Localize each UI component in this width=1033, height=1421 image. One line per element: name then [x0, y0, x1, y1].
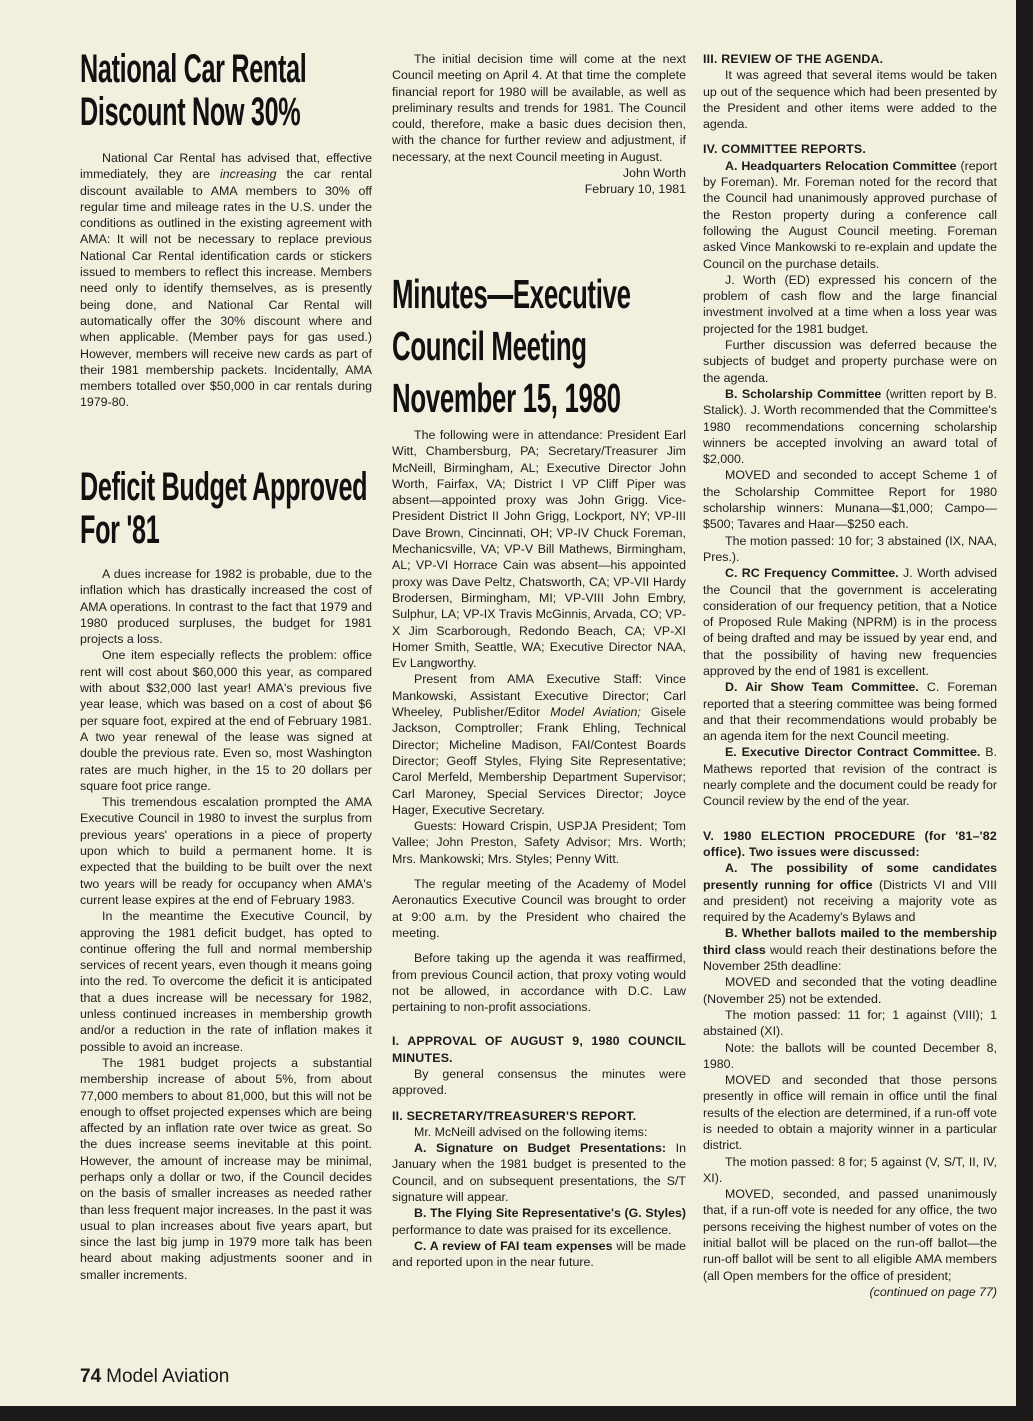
article-body-national-car-rental — [80, 150, 372, 411]
text-run: B. Mathews reported that revision of the contract is nearly complete and the document could be ready for Council review by the end of the year. — [703, 745, 997, 809]
paragraph — [703, 744, 997, 809]
headline-line: Discount Now 30% — [80, 90, 301, 134]
text-run: Note: the ballots will be counted December 8, 1980. — [703, 1040, 997, 1071]
bold-run: B. The Flying Site Representative's (G. Styles) — [414, 1206, 686, 1221]
paragraph — [703, 51, 997, 67]
headline-line: For '81 — [80, 508, 160, 552]
continued-note: (continued on page 77) — [869, 1284, 997, 1299]
italic-run: Model Aviation; — [550, 705, 641, 720]
headline-line: Council Meeting — [392, 323, 587, 369]
bold-run: A. Signature on Budget Presentations: — [414, 1141, 667, 1156]
paragraph — [392, 1238, 686, 1271]
headline-national-car-rental — [80, 48, 439, 134]
paragraph — [392, 1205, 686, 1238]
bold-run: B. Scholarship Committee — [725, 386, 882, 401]
paragraph — [703, 1186, 997, 1284]
paragraph — [80, 150, 372, 411]
paragraph — [703, 1007, 997, 1040]
text-run: MOVED, seconded, and passed unanimously that, if a run-off vote is needed for any office, the two persons receiving the highest number of votes on the initial ballot will be placed on the run-off ballot—the run-off ballot will be sent to all eligible AMA members (all Open members for the office of president; — [703, 1187, 997, 1283]
paragraph — [80, 1055, 372, 1283]
bold-run: D. Air Show Team Committee. — [725, 680, 919, 695]
text-run: (written report by B. Stalick). J. Worth recommended that the Committee's 1980 recommendations concerning scholarship winners be accepted involving an award total of $2,000. — [703, 386, 997, 467]
section-heading: IV. COMMITTEE REPORTS. — [703, 142, 866, 157]
text-run: Further discussion was deferred because the subjects of budget and property purchase were on the agenda. — [703, 338, 997, 385]
paragraph — [703, 158, 997, 272]
page-number: 74 — [80, 1366, 102, 1387]
paragraph — [392, 671, 686, 818]
text-run: (Districts VI and VIII and president) not receiving a majority vote as required by the Academy's Bylaws and — [703, 877, 997, 925]
text-run: Before taking up the agenda it was reaffirmed, from previous Council action, that proxy voting would not be allowed, in accordance with D.C. Law pertaining to non-profit associations. — [392, 951, 686, 1015]
section-heading: II. SECRETARY/TREASURER'S REPORT. — [392, 1108, 637, 1123]
text-run: J. Worth advised the Council that the government is accelerating consideration of our frequency petition, that a Notice of Proposed Rule Making (NPRM) is in the process of being drafted and may be issued by year end, and that the possibility of having new frequencies approved by the end of 1981 is excellent. — [703, 566, 997, 678]
article-body-deficit-budget — [80, 566, 372, 1283]
text-run: (report by Foreman). Mr. Foreman noted for the record that the Council had unanimously approved purchase of the Reston property during a conference call following the August Council meeting. Foreman asked Vince Mankowski to re-explain and update the Council on the purchase details. — [703, 158, 998, 271]
text-run: the car rental discount available to AMA members to 30% off regular time and mileage rates in the U.S. under the conditions as outlined in the existing agreement with AMA: It will not be necessary to replace previous National Car Rental identification cards or stickers issued to members to reflect this increase. Members need only to identify themselves, as is presently being done, and National Car Rental will automatically offer the 30% discount where and when applicable. (Member pays for gas used.) However, members will receive new cards as part of their 1981 membership packets. Incidentally, AMA members totalled over $50,000 in car rentals during 1979-80. — [80, 167, 372, 410]
signature: John Worth — [622, 166, 686, 181]
paragraph — [703, 1072, 997, 1153]
text-run: Guests: Howard Crispin, USPJA President; Tom Vallee; John Preston, Safety Advisor; Mrs. Worth; Mrs. Mankowski; Mrs. Styles; Penny Witt. — [392, 819, 686, 866]
paragraph — [80, 794, 372, 908]
paragraph — [703, 141, 997, 157]
text-run: MOVED and seconded that those persons presently in office will remain in office until the final results of the election are determined, if a run-off vote is needed to obtain a majority winner in a particular district. — [703, 1073, 997, 1153]
text-run: In the meantime the Executive Council, by approving the 1981 deficit budget, has opted to continue offering the full and normal membership services of recent years, even though it means going into the red. To overcome the deficit it is anticipated that a dues increase will be necessary for 1982, unless continued increases in membership growth and/or a reduction in the rate of inflation makes it possible to avoid an increase. — [80, 909, 372, 1054]
paragraph — [392, 1066, 686, 1099]
article-body-deficit-budget-continued — [392, 51, 686, 198]
paragraph — [392, 818, 686, 867]
page-footer — [80, 1366, 229, 1388]
text-run: will be made and reported upon in the near future. — [392, 1238, 686, 1270]
paragraph — [392, 1108, 686, 1124]
section-heading: III. REVIEW OF THE AGENDA. — [703, 52, 884, 66]
text-run: C. Foreman reported that a steering committee was being formed and that their recommendations would probably be an agenda item for the next Council meeting. — [703, 680, 997, 744]
bold-run: E. Executive Director Contract Committee. — [725, 745, 981, 760]
text-run: The following were in attendance: President Earl Witt, Chambersburg, PA; Secretary/Treasurer Jim McNeill, Birmingham, AL; Executive Director John Worth, Fairfax, VA; District I VP Cliff Piper was absent—appointed proxy was John Grigg. Vice-President District II John Grigg, Lockport, NY; VP-III Dave Brown, Cincinnati, OH; VP-IV Chuck Foreman, Mechanicsville, VA; VP-V Bill Mathews, Birmingham, AL; VP-VI Horrace Cain was absent—his appointed proxy was Dave Peltz, Chatsworth, CA; VP-VII Hardy Brodersen, Birmingham, MI; VP-VIII John Embry, Sulphur, LA; VP-IX Travis McGinnis, Arvada, CO; VP-X Jim Scarborough, Redondo Beach, CA; VP-XI Homer Smith, Seattle, WA; Executive Director NAA, Ev Langworthy. — [392, 428, 686, 671]
italic-run: increasing — [220, 167, 277, 182]
headline-line: November 15, 1980 — [392, 375, 621, 421]
bold-run: C. RC Frequency Committee. — [725, 566, 899, 581]
paragraph — [392, 1033, 686, 1066]
paragraph — [392, 51, 686, 165]
paragraph — [392, 950, 686, 1015]
paragraph — [703, 860, 997, 925]
text-run: One item especially reflects the problem: office rent will cost about $60,000 this year, as compared with about $32,000 last year! AMA's previous five year lease, which was based on a cost of about $6 per square foot, expired at the end of February 1981. A two year renewal of the lease was signed at double the previous rate. Even so, most Washington rates are much higher, in the 15 to 20 dollars per square foot price range. — [80, 648, 372, 793]
text-run: This tremendous escalation prompted the AMA Executive Council in 1980 to invest the surplus from previous years' operations in a piece of property upon which to build a permanent home. It is expected that the building to be built over the next two years will be ready for occupancy when AMA's current lease expires at the end of February 1983. — [80, 795, 372, 907]
paragraph — [392, 876, 686, 941]
bold-run: A. Headquarters Relocation Committee — [725, 158, 957, 173]
bold-run: B. Whether ballots mailed to the membership third class — [703, 926, 997, 957]
paragraph — [703, 925, 997, 974]
paragraph — [703, 1040, 997, 1073]
bold-run: C. A review of FAI team expenses — [414, 1238, 613, 1253]
text-run: National Car Rental has advised that, effective immediately, they are — [80, 151, 372, 182]
paragraph — [703, 533, 997, 566]
bold-run: V. 1980 ELECTION PROCEDURE — [703, 828, 916, 843]
text-run: By general consensus the minutes were approved. — [392, 1066, 686, 1098]
text-run: It was agreed that several items would be taken up out of the sequence which had been presented by the President and other items were added to the agenda. — [703, 68, 997, 132]
article-body-minutes — [392, 427, 686, 1271]
text-run: would reach their destinations before the November 25th deadline: — [703, 942, 997, 974]
paragraph — [392, 1124, 686, 1140]
text-run: MOVED and seconded that the voting deadline (November 25) not be extended. — [703, 975, 997, 1006]
paragraph — [703, 974, 997, 1007]
headline-line: Deficit Budget Approved — [80, 465, 368, 509]
paragraph — [703, 565, 997, 679]
bold-run: A. The possibility of some candidates presently running for office — [703, 861, 997, 892]
text-run: J. Worth (ED) expressed his concern of the problem of cash flow and the large financial investment involved at a time when a loss year was projected for the 1981 budget. — [703, 272, 997, 336]
text-run: MOVED and seconded to accept Scheme 1 of the Scholarship Committee Report for 1980 scholarship winners: Munana—$1,000; Campo—$500; Tavares and Haar—$250 each. — [703, 468, 997, 532]
paragraph — [703, 828, 997, 861]
paragraph — [703, 679, 997, 744]
section-heading: I. APPROVAL OF AUGUST 9, 1980 COUNCIL MINUTES. — [392, 1034, 686, 1065]
paragraph — [80, 566, 372, 647]
signature-date: February 10, 1981 — [584, 182, 686, 197]
text-run: The regular meeting of the Academy of Model Aeronautics Executive Council was brought to order at 9:00 a.m. by the President who chaired the meeting. — [392, 877, 686, 940]
text-run: (for '81–'82 office). Two issues were discussed: — [703, 828, 997, 859]
magazine-title: Model Aviation — [106, 1366, 230, 1387]
paragraph — [392, 1140, 686, 1205]
paragraph — [392, 427, 686, 671]
text-run: The motion passed: 10 for; 3 abstained (IX, NAA, Pres.). — [703, 533, 997, 564]
paragraph — [703, 467, 997, 532]
paragraph — [80, 647, 372, 794]
headline-line: Minutes—Executive — [392, 271, 631, 317]
paragraph — [703, 386, 997, 467]
text-run: The motion passed: 11 for; 1 against (VIII); 1 abstained (XI). — [703, 1007, 997, 1039]
text-run: The 1981 budget projects a substantial membership increase of about 5%, from about 77,000 members to about 81,000, but this will not be enough to offset projected expenses which are being affected by an inflation rate over twice as great. So the dues increase seems inevitable at this point. However, the amount of increase may be minimal, perhaps only a dollar or two, if the Council decides on the basis of smaller increases as needed rather than less frequent major increases. In the past it was usual to plan increases about five years apart, but since the last big jump in 1979 more talk has been heard about making adjustments sooner and in smaller increments. — [80, 1055, 372, 1282]
text-run: Mr. McNeill advised on the following items: — [414, 1124, 648, 1139]
paragraph — [703, 67, 997, 132]
text-run: The initial decision time will come at the next Council meeting on April 4. At that time the complete financial report for 1980 will be available, as well as preliminary results and trends for 1981. The Council could, therefore, make a basic dues decision then, with the chance for further review and adjustment, if necessary, at the next Council meeting in August. — [392, 52, 686, 164]
paragraph — [703, 1154, 997, 1187]
text-run: performance to date was praised for its excellence. — [392, 1222, 672, 1237]
paragraph — [703, 337, 997, 386]
paragraph — [80, 908, 372, 1055]
text-run: Gisele Jackson, Comptroller; Frank Ehling, Technical Director; Micheline Madison, FAI/Contest Boards Director; Geoff Styles, Flying Site Representative; Carol Merfeld, Membership Department Supervisor; Carl Maroney, Special Services Director; Joyce Hager, Executive Secretary. — [392, 705, 686, 817]
headline-line: National Car Rental — [80, 47, 307, 91]
article-body-minutes-continued — [703, 51, 997, 1300]
text-run: Present from AMA Executive Staff: Vince Mankowski, Assistant Executive Director; Carl Wheeley, Publisher/Editor — [392, 672, 686, 720]
paragraph — [703, 272, 997, 337]
text-run: A dues increase for 1982 is probable, due to the inflation which has drastically increased the cost of AMA operations. In contrast to the fact that 1979 and 1980 produced surpluses, the budget for 1981 projects a loss. — [80, 567, 372, 647]
text-run: The motion passed: 8 for; 5 against (V, S/T, II, IV, XI). — [703, 1154, 997, 1185]
text-run: In January when the 1981 budget is presented to the Council, and on subsequent presentations, the S/T signature will appear. — [392, 1141, 686, 1205]
